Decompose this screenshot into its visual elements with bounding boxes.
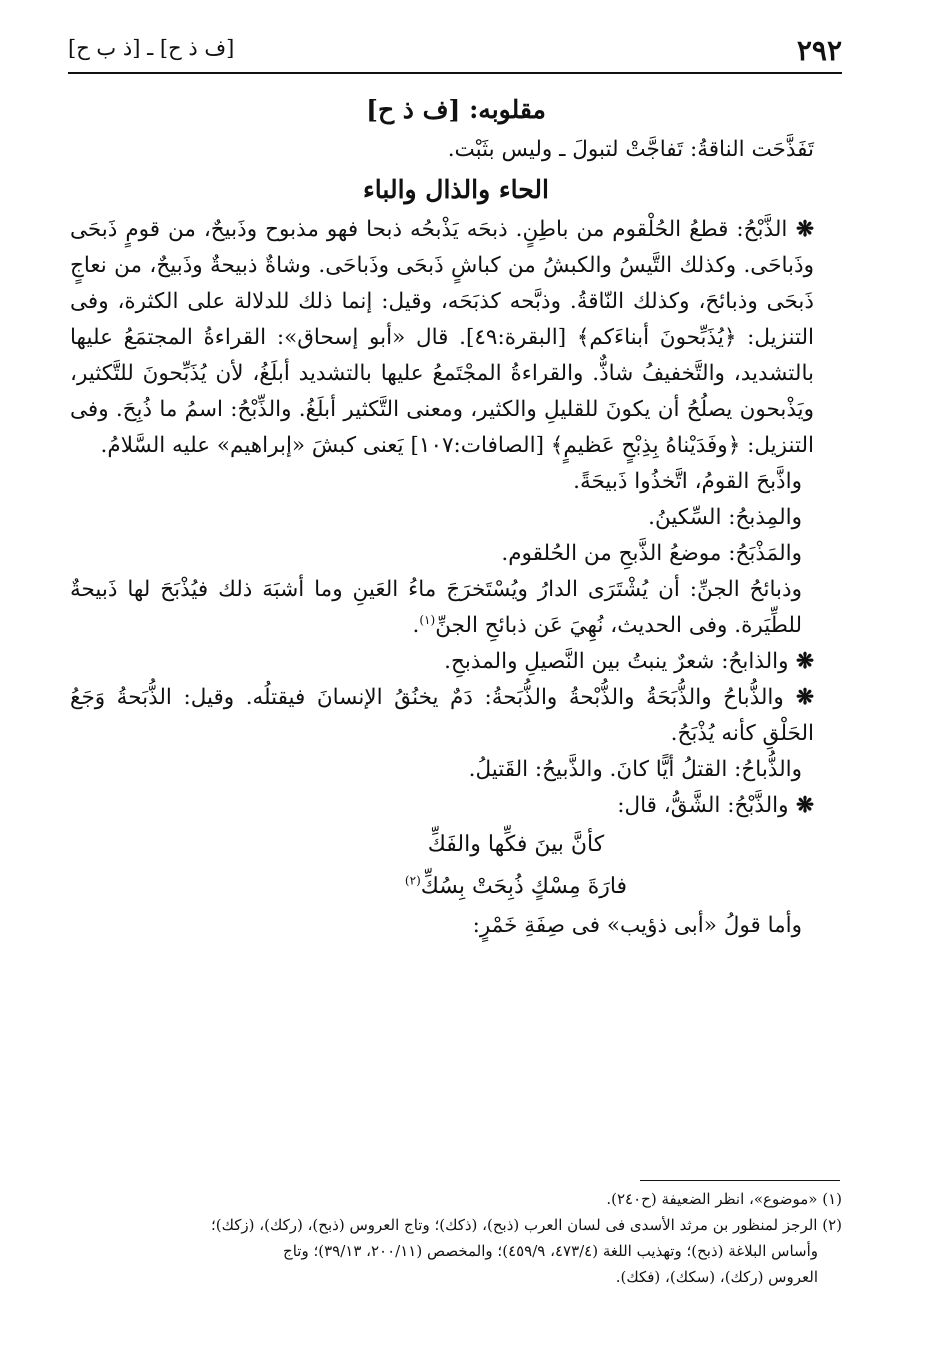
- entry-qatl: والذُّباحُ: القتلُ أيًّا كانَ. والذَّبيحُ: القَتيلُ.: [468, 757, 802, 782]
- star-marker: ❋: [788, 793, 814, 818]
- entry-shaqq-text: والذَّبْحُ: الشَّقُّ، قال:: [617, 793, 789, 818]
- star-marker: ❋: [788, 649, 814, 674]
- inverse-heading: مقلوبه: [ف ذ ح]: [366, 95, 546, 124]
- entry-jinn-text: وذبائحُ الجنِّ: أن يُشْتَرَى الدارُ ويُسْتَخرَجَ ماءُ العَينِ وما أشبَهَ ذلك فيُذْبَحَ لها ذَبيحةٌ للطِّيَرة. وفى الحديث، نُهِيَ عَن ذبائحِ الجنِّ: [70, 577, 802, 638]
- entry-shaqq: [70, 788, 842, 824]
- entry-tafadhat: تَفَذَّحَت الناقةُ: تَفاجَّتْ لتبولَ ـ وليس بثَبْت.: [447, 137, 814, 162]
- verse-line-1: كأنَّ بينَ فكِّها والفَكِّ: [427, 832, 605, 857]
- section-heading: الحاء والذال والباء: [363, 175, 549, 204]
- verse-line-2-text: فارَةَ مِسْكٍ ذُبِحَتْ بِسُكِّ: [420, 874, 628, 899]
- footnote-ref-2: (٢): [404, 873, 421, 888]
- entry-dhabih: [70, 644, 842, 680]
- footnote-ref-1: (١): [419, 612, 436, 627]
- footnote-2-line-2: وأساس البلاغة (ذبح)؛ وتهذيب اللغة (٤٧٣/٤، ٤٥٩/٩)؛ والمخصص (٢٠٠/١١، ٣٩/١٣)؛ وتاج: [283, 1242, 818, 1260]
- star-marker: ❋: [783, 685, 815, 710]
- entry-midhbah: والمِذبحُ: السِّكينُ.: [648, 505, 802, 530]
- entry-dhabh-text: الذَّبْحُ: قطعُ الحُلْقوم من باطِنٍ. ذبحَه يَذْبحُه ذبحا فهو مذبوح وذَبيحٌ، من قومٍ ذَبحَى وذَباحَى. وكذلك التَّيسُ والكبشُ من كباشٍ ذَبحَى وذَباحَى. وشاةٌ ذبيحةٌ وذَبيحٌ، من نعاجٍ ذَبحَى وذبائحَ، وكذلك النّاقةُ. وذبَّحه كذبَحَه، وقيل: إنما ذلك للدلالة على الكثرة، وفى التنزيل: ﴿يُذَبِّحونَ أبناءَكم﴾ [البقرة:٤٩]. قال «أبو إسحاق»: القراءةُ المجتمَعُ عليها بالتشديد، والتَّخفيفُ شاذٌّ. والقراءةُ المجْتَمعُ عليها بالتشديد أبلَغُ، لأن يُذَبِّحونَ للتَّكثير، ويَذْبحون يصلُحُ أن يكونَ للقليلِ والكثير، ومعنى التَّكثير أبلَغُ. والذِّبْحُ: اسمُ ما ذُبِحَ. وفى التنزيل: ﴿وفَدَيْناهُ بِذِبْحٍ عَظيمٍ﴾ [الصافات:١٠٧] يَعنى كبشَ «إبراهيم» عليه السَّلامُ.: [70, 217, 814, 458]
- entry-idhdhabaha: واذَّبحَ القومُ، اتَّخذُوا ذَبيحَةً.: [573, 469, 802, 494]
- header-root-letters: [ف ذ ح] ـ [ذ ب ح]: [68, 36, 235, 60]
- entry-dhabh: [70, 212, 842, 464]
- entry-dhubah: [70, 680, 842, 752]
- footnote-1: (١) «موضوع»، انظر الضعيفة (ح٢٤٠).: [606, 1190, 842, 1208]
- main-text: [70, 88, 842, 944]
- footnote-divider: [640, 1180, 840, 1181]
- entry-dhabih-text: والذابحُ: شعرٌ ينبتُ بين النَّصيلِ والمذبحِ.: [444, 649, 789, 674]
- entry-madhbah: والمَذْبَحُ: موضعُ الذَّبحِ من الحُلقوم.: [501, 541, 802, 566]
- footnote-2-line-1: (٢) الرجز لمنظور بن مرثد الأسدى فى لسان العرب (ذبح)، (ذكك)؛ وتاج العروس (ذبح)، (ركك)، (زكك)؛: [210, 1216, 842, 1234]
- verse-line-2: [70, 866, 842, 908]
- entry-dhabaih-jinn: وذبائحُ الجنِّ: أن يُشْتَرَى الدارُ ويُسْتَخرَجَ ماءُ العَينِ وما أشبَهَ ذلك فيُذْبَحَ لها ذَبيحةٌ للطِّيَرة. وفى الحديث، نُهِيَ عَن ذبائحِ الجنِّ$^{(١)}$.: [70, 577, 802, 638]
- star-marker: ❋: [787, 217, 814, 242]
- page-number: ٢٩٢: [796, 34, 842, 67]
- entry-abi-dhuayb: وأما قولُ «أبى ذؤيب» فى صِفَةِ خَمْرٍ:: [472, 913, 802, 938]
- footnote-2-line-3: العروس (ركك)، (سكك)، (فكك).: [615, 1268, 818, 1286]
- page-header: [68, 30, 842, 74]
- footnotes: [70, 1186, 842, 1290]
- entry-dhubah-text: والذُّباحُ والذُّبَحَةُ والذُّبْحةُ والذُّبَحةُ: دَمٌ يخنُقُ الإنسانَ فيقتلُه. وقيل: الذُّبَحةُ وَجَعُ الحَلْقِ كأنه يُذْبَحُ.: [70, 685, 814, 746]
